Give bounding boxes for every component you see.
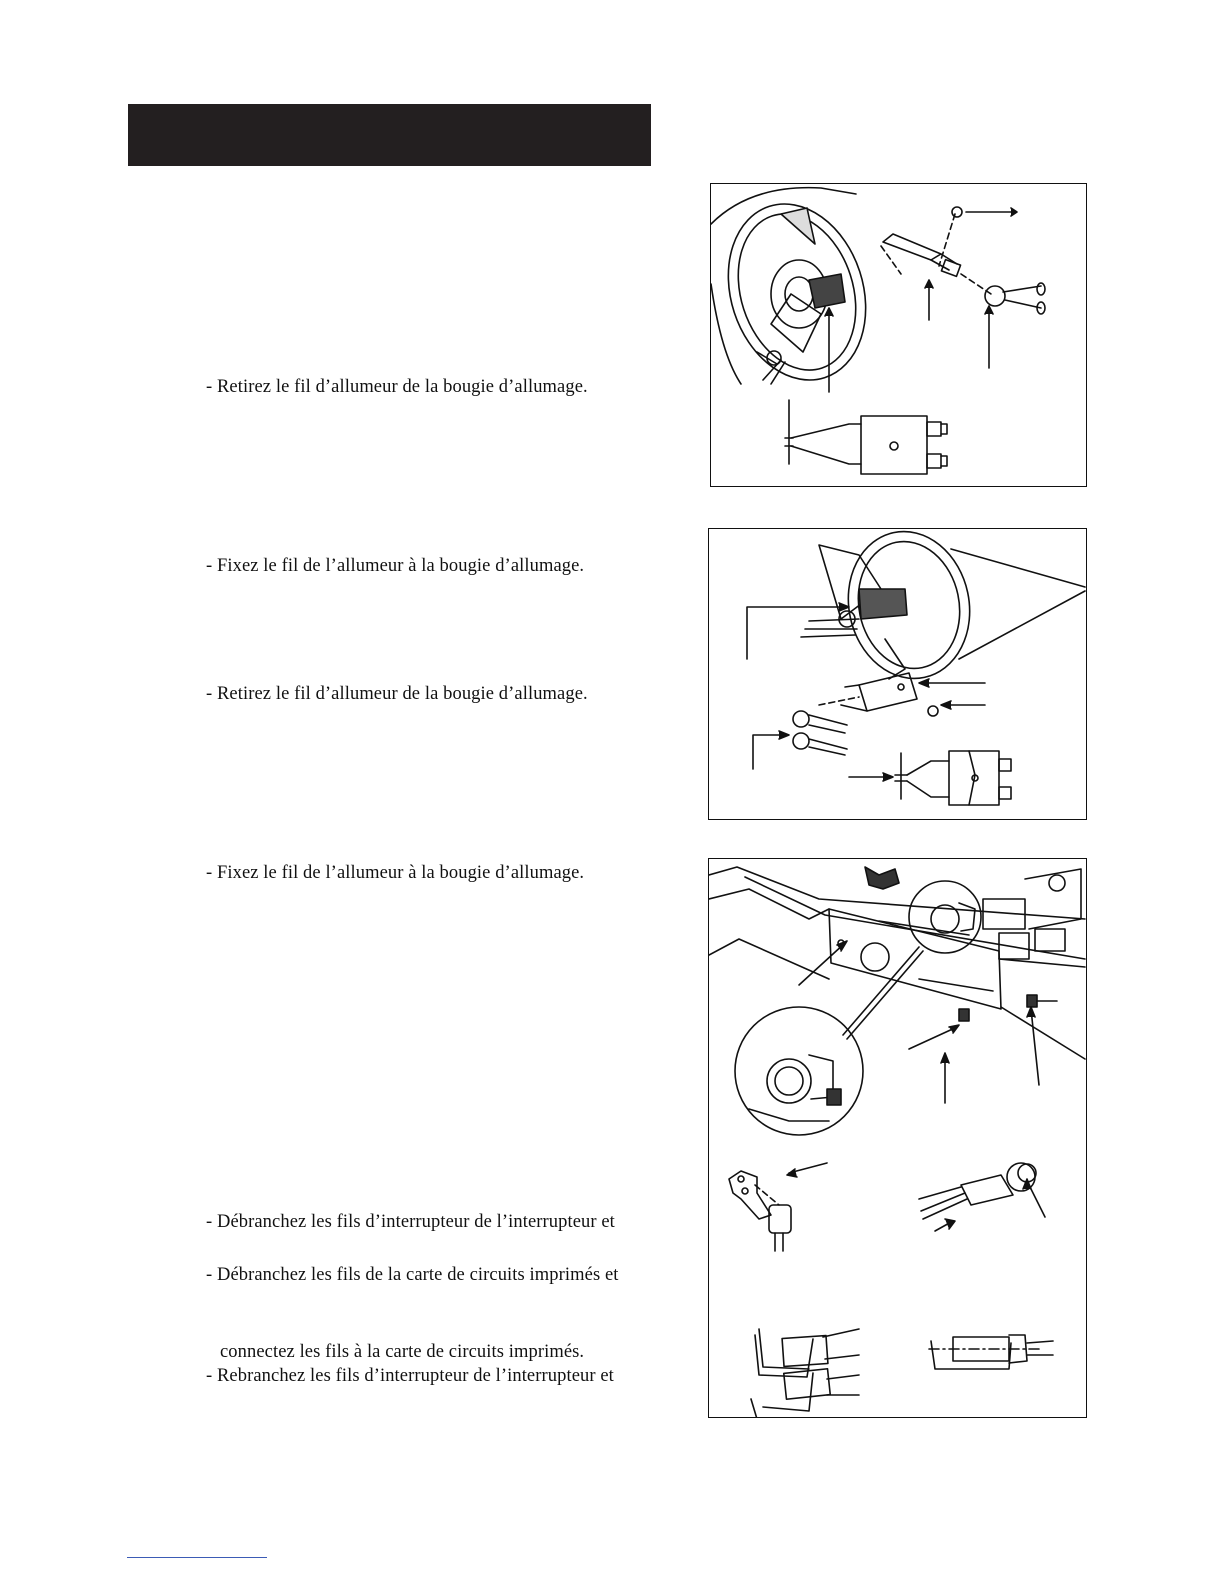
spark-plug-removal-figure-2 <box>708 528 1087 820</box>
step-text-disconnect-board-wires: - Débranchez les fils de la carte de circuits imprimés et <box>206 1265 619 1285</box>
step-text-disconnect-switch-wires: - Débranchez les fils d’interrupteur de l’interrupteur et <box>206 1212 615 1232</box>
switch-and-circuit-board-figure <box>708 858 1087 1418</box>
footer-rule <box>127 1557 267 1558</box>
step-text-connect-board-wires: connectez les fils à la carte de circuits imprimés. <box>220 1342 585 1362</box>
step-text-remove-wire-1: - Retirez le fil d’allumeur de la bougie d’allumage. <box>206 377 588 397</box>
spark-plug-removal-figure-1 <box>710 183 1087 487</box>
section-header-bar <box>128 104 651 166</box>
step-text-attach-wire-2: - Fixez le fil de l’allumeur à la bougie d’allumage. <box>206 863 585 883</box>
step-text-attach-wire-1: - Fixez le fil de l’allumeur à la bougie d’allumage. <box>206 556 585 576</box>
step-text-remove-wire-2: - Retirez le fil d’allumeur de la bougie d’allumage. <box>206 684 588 704</box>
step-text-reconnect-switch-wires: - Rebranchez les fils d’interrupteur de l’interrupteur et <box>206 1366 614 1386</box>
